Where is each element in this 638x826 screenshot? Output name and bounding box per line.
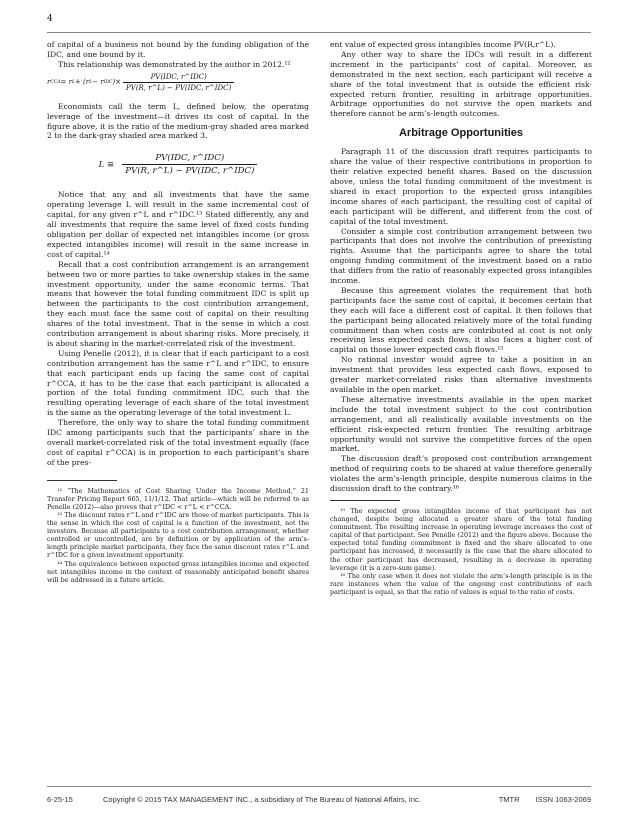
equation-lhs: r — [47, 78, 51, 87]
equation-cca — [47, 73, 309, 92]
paragraph: Recall that a cost contribution arrangement is an arrangement between two or more parties to take ownership stakes in the same investment opportunity, under the same economic terms. That means that however the total funding commitment IDC is split up between the participants to the cost contribution arrangement, they each must face the same cost of capital on their resulting shares of the total investment. That is the sense in which a cost contribution arrangement is about sharing risks. More precisely, it is about sharing in the market-correlated risk of the investment. — [47, 259, 309, 348]
paragraph: The discussion draft’s proposed cost contribution arrangement method of requiring costs to be shared at value therefore generally violates the arm’s-length principle, despite numerous claims in the discussion draft to the contrary.¹⁶ — [330, 454, 592, 494]
right-column — [330, 40, 592, 596]
paragraph: Consider a simple cost contribution arrangement between two participants that does not involve the contribution of preexisting rights. Assume that the participants agree to share the total ongoing funding commitment of the investment based on a ratio that differs from the ratio of reasonably expected gross intangibles income. — [330, 226, 592, 286]
left-column — [47, 40, 309, 584]
footnote-rule — [330, 500, 400, 501]
equation-sup: CCA — [50, 79, 61, 85]
paragraph: This relationship was demonstrated by the author in 2012.¹² — [58, 59, 291, 69]
equation-sup: L — [71, 79, 75, 85]
paragraph: Economists call the term L, defined below, the operating leverage of the investment—it drives its cost of capital. In the figure above, it is the ratio of the medium-gray shaded area marked 2 to the dark-gray shaded area marked 3. — [47, 101, 309, 141]
footnote-14: ¹⁴ The equivalence between expected gross intangibles income and expected net intangibles income in the context of reasonably anticipated benefit shares will be addressed in a future article. — [47, 559, 309, 584]
equation-sup: IDC — [103, 79, 113, 85]
fraction-denominator: PV(R, r^L) − PV(IDC, r^IDC) — [122, 164, 257, 176]
equation-term: = r — [60, 78, 72, 87]
section-heading: Arbitrage Opportunities — [398, 127, 524, 140]
footnote-12: ¹² “The Mathematics of Cost Sharing Under the Income Method,” 21 Transfer Pricing Report 665, 11/1/12. That article—which will be referred to as Penelle (2012)—also proves that r^IDC < r^L < r^CCA. — [47, 486, 309, 511]
paragraph: Using Penelle (2012), it is clear that if each participant to a cost contribution arrangement has the same r^L and r^IDC, to ensure that each participant ends up facing the same cost of capital r^CCA, it has to be the case that each participant is allocated a portion of the total funding commitment IDC, such that the resulting operating leverage of each share of the total investment is the same as the operating leverage of the total investment L. — [47, 348, 309, 418]
footer-copyright: Copyright © 2015 TAX MANAGEMENT INC., a subsidiary of The Bureau of National Affairs, Inc. — [103, 795, 421, 804]
paragraph: Because this agreement violates the requirement that both participants face the same cost of capital, it becomes certain that they each will face a different cost of capital. It then follows that the participant being allocated relatively more of the total funding commitment than when costs are contributed at cost is not only receiving less expected cash flows, it also faces a higher cost of capital on those lower expected cash flows.¹⁵ — [330, 285, 592, 355]
page-number: 4 — [47, 14, 53, 24]
equation-sup: L — [89, 79, 93, 85]
paragraph: Notice that any and all investments that have the same operating leverage L will result in the same incremental cost of capital, for any given r^L and r^IDC.¹³ Stated differently, any and all investments that require the same level of fixed costs funding obligation per dollar of expected net intangibles income (or gross expected intangibles income) will result in the same increase in cost of capital.¹⁴ — [47, 190, 309, 259]
paragraph: These alternative investments available in the open market include the total investment subject to the cost contribution arrangement, and all realistically available investments on the efficient risk-expected return frontier. The resulting arbitrage opportunity would not survive the competitive forces of the open market. — [330, 394, 592, 454]
footnote-13: ¹³ The discount rates r^L and r^IDC are those of market participants. This is the sense in which the cost of capital is a function of the investment, not the investors. Because all participants to a cost contribution arrangement, whether controlled or uncontrolled, are by definition or by application of the arm’s-length principle market participants, they face the same discount rates r^L and r^IDC for a given investment opportunity. — [47, 511, 309, 560]
fraction-numerator: PV(IDC, r^IDC) — [155, 153, 225, 164]
footer-date: 6-25-15 — [47, 795, 73, 804]
footer-issn: ISSN 1063-2069 — [535, 795, 591, 804]
page-footer — [47, 795, 591, 804]
paragraph: ent value of expected gross intangibles income PV(R,r^L). — [330, 40, 556, 49]
equation-term: )× — [112, 78, 121, 87]
footnote-15: ¹⁵ The expected gross intangibles income of that participant has not changed, despite being allocated a greater share of the total funding commitment. The resulting increase in operating leverage increases the cost of capital of that participant. See Penelle (2012) and the figure above. Because the expected total funding commitment is fixed and the share allocated to one participant has increased, it necessarily is the case that the share allocated to the other participant has decreased, resulting in a decrease in operating leverage (it is a zero-sum game). — [330, 506, 592, 572]
fraction-numerator: PV(IDC, r^IDC) — [150, 72, 207, 81]
equation-fraction — [123, 73, 234, 92]
footer-rule — [47, 786, 591, 787]
paragraph: of capital of a business not bound by the funding obligation of the IDC, and one bound by it. — [47, 40, 309, 59]
equation-term: − r — [92, 78, 104, 87]
paragraph: Therefore, the only way to share the total funding commitment IDC among participants such that the participants’ share in the overall market-correlated risk of the total investment equally (face cost of capital r^CCA) is in proportion to each participant’s share of the pres- — [47, 418, 309, 467]
fraction-denominator: PV(R, r^L) − PV(IDC, r^IDC) — [123, 82, 234, 92]
equation-lhs: L ≡ — [98, 159, 115, 170]
paragraph: Any other way to share the IDCs will result in a different increment in the participants’ cost of capital. Moreover, as demonstrated in the next section, each participant will receive a share of the total investment that is outside the efficient risk-expected return frontier, resulting in arbitrage opportunities. Arbitrage opportunities do not survive the open markets and therefore cannot be arm’s-length outcomes. — [330, 49, 592, 119]
equation-leverage — [47, 153, 309, 176]
footer-publication: TMTR — [498, 795, 520, 804]
footnote-rule — [47, 480, 117, 481]
paragraph: No rational investor would agree to take a position in an investment that provides less expected cash flows, exposed to greater market-correlated risks than alternative investments available in the open market. — [330, 355, 592, 394]
paragraph: Paragraph 11 of the discussion draft requires participants to share the value of their respective contributions in proportion to their relative expected benefit shares. Based on the discussion above, unless the total funding commitment of the investment is shared in exact proportion to the expected gross intangibles income shares of each participant, the resulting cost of capital of each participant will be different, and different from the cost of capital of the total investment. — [330, 147, 592, 226]
equation-term: + (r — [74, 78, 90, 87]
equation-fraction — [122, 153, 257, 176]
footnote-16: ¹⁶ The only case when it does not violate the arm’s-length principle is in the rare instances when the value of the ongoing cost contributions of each participant is equal, so that the ratio of values is equal to the ratio of costs. — [330, 571, 592, 596]
header-rule — [47, 32, 591, 33]
